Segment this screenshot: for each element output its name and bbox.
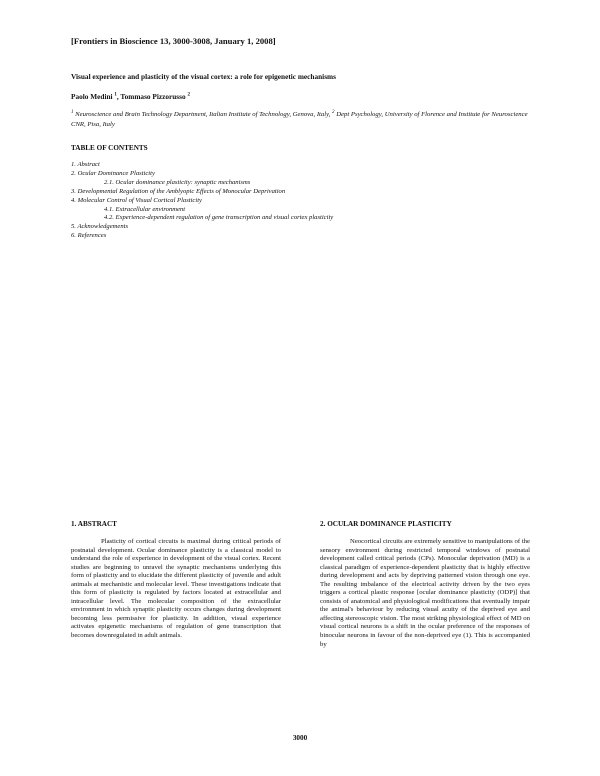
abstract-text: Plasticity of cortical circuits is maximal during critical periods of postnatal development. Ocular dominance plasticity is a classical model to understand the role of experience in development of the visual cortex. Recent studies are beginning to unravel the synaptic mechanisms underlying this form of plasticity and to elucidate the different plasticity of juvenile and adult animals at mechanistic and molecular level. These investigations indicate that this form of plasticity is regulated by factors located at extracellular and intracellular level. The molecular composition of the extracellular environment in which synaptic plasticity occurs changes during development becoming less permissive for plasticity. In addition, visual experience activates epigenetic mechanisms of regulation of gene transcription that becomes downregulated in adult animals. [71, 538, 281, 640]
toc-item[interactable]: 2. Ocular Dominance Plasticity [71, 169, 155, 177]
author-name: Tommaso Pizzorusso [120, 92, 186, 101]
toc-heading: TABLE OF CONTENTS [71, 144, 148, 152]
affiliation-mark: 2 [332, 109, 335, 115]
page-number: 3000 [292, 734, 308, 742]
affiliation-mark: 1 [71, 109, 74, 115]
journal-header: [Frontiers in Bioscience 13, 3000-3008, January 1, 2008] [71, 36, 276, 46]
author-name: Paolo Medini [71, 92, 113, 101]
toc-item[interactable]: 4.1. Extracellular environment [104, 205, 186, 213]
author-list: Paolo Medini $^1$, Tommaso Pizzorusso $^2$ [71, 92, 190, 101]
paper-title: Visual experience and plasticity of the visual cortex: a role for epigenetic mechanisms [71, 72, 336, 81]
table-of-contents [71, 161, 333, 241]
affiliation-1: Neuroscience and Brain Technology Department, Italian Institute of Technology, Genova, Italy, [75, 111, 331, 118]
author-affiliation-mark: 1 [114, 92, 117, 98]
affiliations [71, 110, 533, 130]
author-affiliation-mark: 2 [187, 92, 190, 98]
toc-item[interactable]: 1. Abstract [71, 161, 100, 168]
section2-text: Neocortical circuits are extremely sensitive to manipulations of the sensory environment during restricted temporal windows of postnatal development called critical periods (CPs). Monocular deprivation (MD) is a classical paradigm of experience-dependent plasticity that is highly effective during development and acts by depriving patterned vision through one eye. The resulting imbalance of the electrical activity driven by the two eyes triggers a cortical plastic response [ocular dominance plasticity (ODP)] that consists of anatomical and physiological modifications that eventually impair the animal's behaviour by reducing visual acuity of the deprived eye and affecting stereoscopic vision. The most striking physiological effect of MD on visual cortical neurons is a shift in the ocular preference of the responses of binocular neurons in favour of the non-deprived eye (1). This is accompanied by [320, 538, 530, 648]
toc-item[interactable]: 2.1. Ocular dominance plasticity: synaptic mechanisms [104, 178, 251, 186]
toc-item[interactable]: 3. Developmental Regulation of the Amblyopic Effects of Monocular Deprivation [71, 187, 286, 195]
abstract-column [71, 520, 281, 641]
toc-item[interactable]: 6. References [71, 232, 107, 240]
toc-item[interactable]: 4. Molecular Control of Visual Cortical Plasticity [71, 196, 202, 204]
section2-heading: 2. OCULAR DOMINANCE PLASTICITY [320, 520, 452, 528]
toc-item[interactable]: 4.2. Experience-dependent regulation of gene transcription and visual cortex plasticity [104, 214, 334, 222]
affiliation-2: Dept Psychology, University of Florence and Institute for Neuroscience CNR, Pisa, Italy [71, 111, 528, 128]
toc-item[interactable]: 5. Acknowledgements [71, 223, 129, 231]
abstract-heading: 1. ABSTRACT [71, 520, 117, 528]
section2-column [320, 520, 530, 649]
